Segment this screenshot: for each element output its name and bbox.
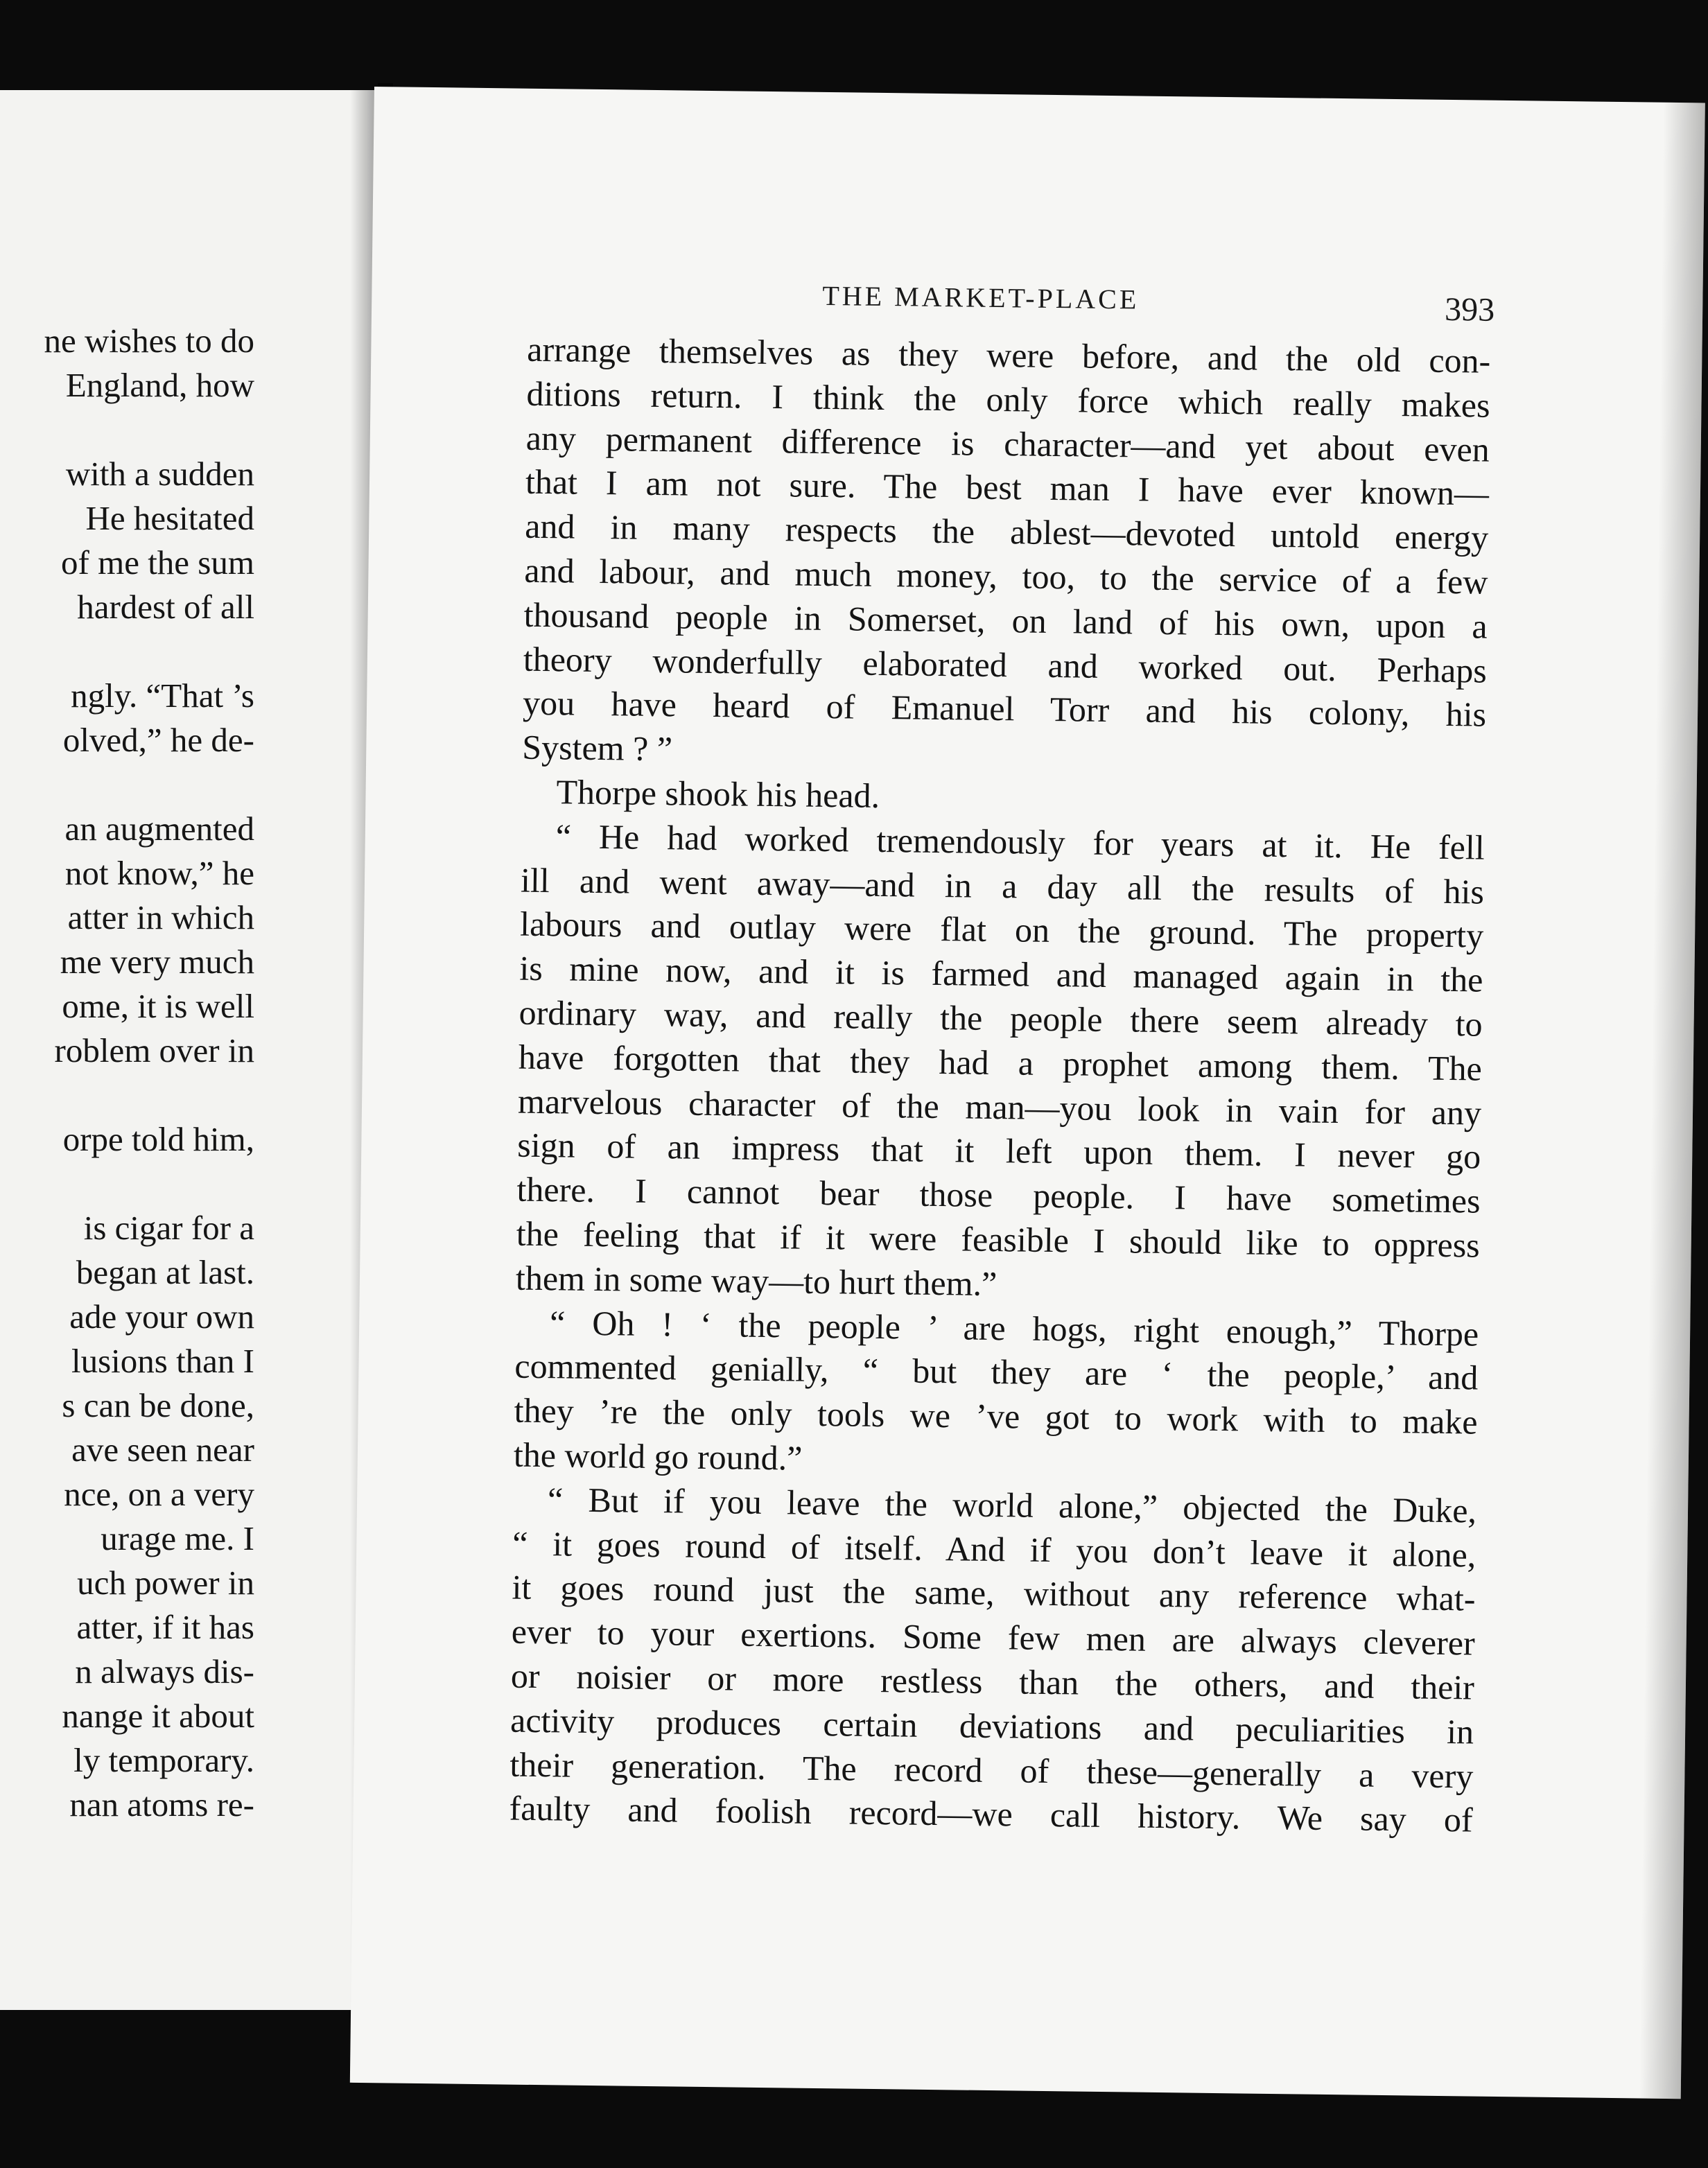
left-page-line: n always dis-: [75, 1652, 254, 1690]
left-page-line: is cigar for a: [83, 1209, 254, 1247]
left-page-line: of me the sum: [61, 543, 254, 582]
left-page-line: me very much: [60, 943, 254, 981]
text-line: arrange themselves as they were before, and the old con-: [527, 329, 1491, 381]
left-page-line: atter in which: [67, 898, 254, 936]
left-page-line: [44, 408, 255, 452]
text-line: “ it goes round of itself. And if you don’t leave it alone,: [512, 1523, 1476, 1575]
text-line: it goes round just the same, without any reference what-: [512, 1567, 1476, 1618]
left-facing-page: [0, 90, 378, 2010]
text-line: theory wonderfully elaborated and worked out. Perhaps: [523, 639, 1488, 690]
text-line: you have heard of Emanuel Torr and his colony, his: [522, 683, 1487, 735]
left-page-line: with a sudden: [65, 455, 254, 493]
left-page-line: s can be done,: [62, 1386, 254, 1424]
text-line: “ He had worked tremendously for years at it. He fell: [555, 816, 1485, 867]
left-page-line: lusions than I: [71, 1342, 254, 1380]
text-line: labours and outlay were flat on the ground. The property: [519, 904, 1484, 955]
text-line: or noisier or more restless than the others, and their: [510, 1656, 1475, 1707]
text-line: “ Oh ! ‘ the people ’ are hogs, right enough,” Thorpe: [549, 1302, 1479, 1354]
left-page-line: nan atoms re-: [69, 1785, 254, 1824]
left-page-line: ave seen near: [71, 1431, 254, 1469]
page-edge-shadow: [1639, 103, 1705, 2099]
text-line: faulty and foolish record—we call history. We say of: [509, 1788, 1473, 1839]
text-line: their generation. The record of these—generally a very: [509, 1745, 1474, 1796]
left-page-line: [44, 629, 255, 674]
text-line: the world go round.”: [513, 1435, 803, 1478]
text-line: “ But if you leave the world alone,” objected the Duke,: [547, 1479, 1477, 1530]
text-line: commented genially, “ but they are ‘ the people,’ and: [514, 1346, 1479, 1397]
text-line: the feeling that if it were feasible I should like to oppress: [516, 1214, 1481, 1265]
left-page-line: urage me. I: [101, 1519, 254, 1557]
left-page-line: atter, if it has: [76, 1608, 254, 1646]
left-page-line: nce, on a very: [64, 1475, 254, 1513]
text-line: System ? ”: [522, 727, 673, 769]
left-page-line: ly temporary.: [73, 1741, 254, 1779]
text-line: that I am not sure. The best man I have ever known—: [525, 462, 1490, 514]
left-page-line: not know,” he: [64, 854, 254, 892]
text-line: ordinary way, and really the people there seem already to: [518, 993, 1483, 1044]
left-page-line: [44, 762, 255, 807]
running-head: THE MARKET-PLACE: [822, 279, 1140, 315]
text-line: they ’re the only tools we ’ve got to work with to make: [514, 1390, 1478, 1442]
text-line: any permanent difference is character—and yet about even: [525, 418, 1490, 469]
text-line: marvelous character of the man—you look in vain for any: [517, 1081, 1482, 1133]
left-page-line: hardest of all: [77, 588, 254, 626]
text-line: sign of an impress that it left upon them. I never go: [517, 1125, 1481, 1176]
text-line: and in many respects the ablest—devoted untold energy: [524, 506, 1489, 557]
page-number: 393: [1444, 290, 1495, 329]
left-page-line: [44, 1162, 255, 1206]
left-page-line: nange it about: [62, 1697, 254, 1735]
text-line: ever to your exertions. Some few men are always cleverer: [511, 1611, 1476, 1663]
left-page-line: began at last.: [76, 1253, 254, 1291]
left-page-line: an augmented: [64, 810, 254, 848]
text-line: Thorpe shook his head.: [556, 772, 880, 815]
left-page-line: olved,” he de-: [62, 721, 254, 759]
left-page-line: ngly. “That ’s: [71, 676, 254, 715]
left-page-text: [44, 319, 255, 1827]
left-page-line: roblem over in: [54, 1031, 254, 1069]
left-page-line: ne wishes to do: [44, 322, 254, 360]
right-main-page: [350, 87, 1705, 2099]
text-line: activity produces certain deviations and peculiarities in: [509, 1700, 1474, 1751]
left-page-line: ome, it is well: [62, 987, 254, 1025]
text-line: ditions return. I think the only force which really makes: [526, 374, 1490, 425]
body-text: [509, 328, 1490, 1843]
text-line: and labour, and much money, too, to the service of a few: [524, 550, 1488, 602]
left-page-line: [44, 1073, 255, 1117]
left-page-line: ade your own: [69, 1297, 254, 1336]
left-page-line: uch power in: [77, 1564, 254, 1602]
left-page-line: orpe told him,: [62, 1120, 254, 1158]
left-page-line: He hesitated: [85, 499, 254, 537]
text-line: is mine now, and it is farmed and managed again in the: [519, 948, 1483, 999]
text-line: them in some way—to hurt them.”: [515, 1258, 997, 1303]
text-line: thousand people in Somerset, on land of his own, upon a: [523, 595, 1488, 646]
text-line: there. I cannot bear those people. I have sometimes: [516, 1169, 1481, 1221]
text-line: have forgotten that they had a prophet among them. The: [518, 1037, 1483, 1088]
text-line: ill and went away—and in a day all the results of his: [520, 860, 1485, 911]
left-page-line: England, how: [65, 366, 254, 404]
